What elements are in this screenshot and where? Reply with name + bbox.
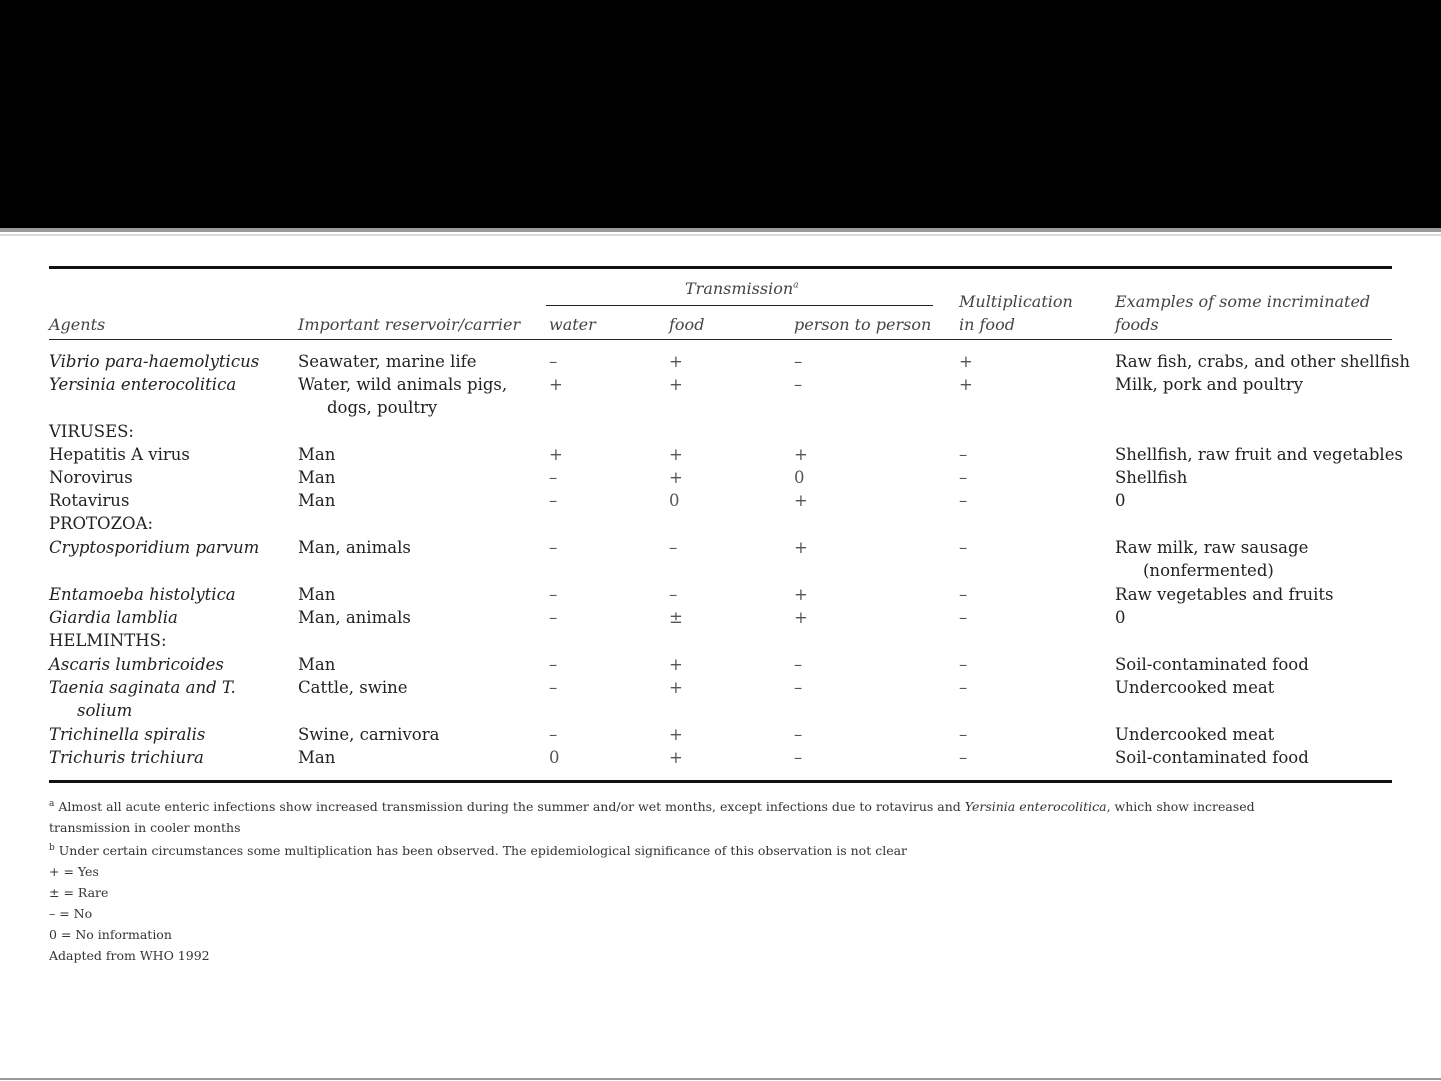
band-divider-light xyxy=(0,234,1441,236)
water-cell: – xyxy=(549,468,558,487)
water-cell: – xyxy=(549,352,558,371)
band-divider xyxy=(0,228,1441,232)
examples-cell-cont: (nonfermented) xyxy=(1143,561,1274,580)
legend-no-info: 0 = No information xyxy=(49,927,172,943)
food-cell: – xyxy=(669,538,678,557)
header-examples-2: foods xyxy=(1115,315,1159,334)
multiplication-cell: – xyxy=(959,491,968,510)
table-notes xyxy=(49,794,1394,966)
food-cell: + xyxy=(669,375,683,394)
water-cell: – xyxy=(549,585,558,604)
legend-rare: ± = Rare xyxy=(49,885,109,901)
examples-cell: Soil-contaminated food xyxy=(1115,748,1309,767)
reservoir-cell: Cattle, swine xyxy=(298,678,408,697)
table-bottom-rule xyxy=(49,780,1392,783)
examples-cell: Undercooked meat xyxy=(1115,678,1275,697)
person-cell: – xyxy=(794,678,803,697)
title-band xyxy=(0,0,1441,228)
reservoir-cell: Man, animals xyxy=(298,538,411,557)
person-cell: – xyxy=(794,375,803,394)
food-cell: + xyxy=(669,352,683,371)
reservoir-cell: Man xyxy=(298,445,336,464)
table-body xyxy=(49,340,1410,780)
header-food: food xyxy=(669,315,705,334)
section-heading-protozoa: PROTOZOA: xyxy=(49,514,154,533)
examples-cell: Undercooked meat xyxy=(1115,725,1275,744)
agent-cell: Norovirus xyxy=(49,468,133,487)
food-cell: 0 xyxy=(669,491,680,510)
person-cell: + xyxy=(794,538,808,557)
reservoir-cell: Man xyxy=(298,468,336,487)
examples-cell: Raw fish, crabs, and other shellfish xyxy=(1115,352,1410,371)
header-multiplication-2: in food xyxy=(959,315,1015,334)
examples-cell: Raw vegetables and fruits xyxy=(1115,585,1334,604)
source-note: Adapted from WHO 1992 xyxy=(49,948,210,964)
agent-cell: Cryptosporidium parvum xyxy=(49,538,260,557)
footnote-a: $^a$ Almost all acute enteric infections show increased transmission during the summer and/or wet months, except infections due to rotavirus and Yersinia enterocolitica, which show increased xyxy=(49,799,1255,815)
header-reservoir: Important reservoir/carrier xyxy=(298,315,521,334)
agent-cell: Rotavirus xyxy=(49,491,130,510)
multiplication-cell: – xyxy=(959,655,968,674)
agent-cell: Yersinia enterocolitica xyxy=(49,375,237,394)
table-header xyxy=(49,269,1392,339)
agent-cell: Ascaris lumbricoides xyxy=(49,655,224,674)
person-cell: – xyxy=(794,725,803,744)
header-transmission: Transmission$^a$ xyxy=(685,279,799,298)
agent-cell: Entamoeba histolytica xyxy=(49,585,236,604)
person-cell: 0 xyxy=(794,468,805,487)
person-cell: + xyxy=(794,491,808,510)
water-cell: + xyxy=(549,375,563,394)
food-cell: + xyxy=(669,468,683,487)
legend-yes: + = Yes xyxy=(49,864,99,880)
reservoir-cell: Swine, carnivora xyxy=(298,725,440,744)
multiplication-cell: + xyxy=(959,352,973,371)
reservoir-cell: Man xyxy=(298,748,336,767)
data-table xyxy=(49,266,1410,783)
water-cell: – xyxy=(549,538,558,557)
reservoir-cell: Man, animals xyxy=(298,608,411,627)
agent-cell: Taenia saginata and T. xyxy=(49,678,236,697)
multiplication-cell: – xyxy=(959,748,968,767)
agent-cell: Giardia lamblia xyxy=(49,608,178,627)
reservoir-cell: Man xyxy=(298,585,336,604)
footnote-b: $^b$ Under certain circumstances some multiplication has been observed. The epidemiological significance of this observation is not clear xyxy=(49,843,908,859)
footnote-a-cont: transmission in cooler months xyxy=(49,820,241,836)
reservoir-cell-cont: dogs, poultry xyxy=(327,398,438,417)
water-cell: – xyxy=(549,655,558,674)
food-cell: + xyxy=(669,748,683,767)
water-cell: – xyxy=(549,678,558,697)
person-cell: – xyxy=(794,352,803,371)
legend-no: – = No xyxy=(49,906,93,922)
multiplication-cell: – xyxy=(959,445,968,464)
agent-cell: Trichuris trichiura xyxy=(49,748,204,767)
water-cell: – xyxy=(549,491,558,510)
agent-cell: Trichinella spiralis xyxy=(49,725,206,744)
multiplication-cell: – xyxy=(959,585,968,604)
section-heading-viruses: VIRUSES: xyxy=(49,422,134,441)
food-cell: + xyxy=(669,725,683,744)
header-examples: Examples of some incriminated xyxy=(1115,292,1371,311)
person-cell: + xyxy=(794,608,808,627)
person-cell: – xyxy=(794,748,803,767)
agent-cell: Vibrio para-haemolyticus xyxy=(49,352,260,371)
water-cell: + xyxy=(549,445,563,464)
examples-cell: Soil-contaminated food xyxy=(1115,655,1309,674)
section-heading-helminths: HELMINTHS: xyxy=(49,631,167,650)
multiplication-cell: + xyxy=(959,375,973,394)
examples-cell: 0 xyxy=(1115,608,1126,627)
person-cell: + xyxy=(794,445,808,464)
examples-cell: Raw milk, raw sausage xyxy=(1115,538,1309,557)
agent-cell: Hepatitis A virus xyxy=(49,445,190,464)
header-multiplication: Multiplication xyxy=(959,292,1073,311)
water-cell: – xyxy=(549,725,558,744)
multiplication-cell: – xyxy=(959,608,968,627)
water-cell: – xyxy=(549,608,558,627)
multiplication-cell: – xyxy=(959,538,968,557)
person-cell: – xyxy=(794,655,803,674)
reservoir-cell: Man xyxy=(298,491,336,510)
multiplication-cell: – xyxy=(959,678,968,697)
reservoir-cell: Water, wild animals pigs, xyxy=(298,375,508,394)
reservoir-cell: Man xyxy=(298,655,336,674)
header-agents: Agents xyxy=(49,315,106,334)
water-cell: 0 xyxy=(549,748,560,767)
food-cell: – xyxy=(669,585,678,604)
examples-cell: 0 xyxy=(1115,491,1126,510)
reservoir-cell: Seawater, marine life xyxy=(298,352,477,371)
examples-cell: Milk, pork and poultry xyxy=(1115,375,1304,394)
food-cell: + xyxy=(669,445,683,464)
food-cell: + xyxy=(669,678,683,697)
examples-cell: Shellfish, raw fruit and vegetables xyxy=(1115,445,1403,464)
transmission-underline xyxy=(546,305,933,306)
person-cell: + xyxy=(794,585,808,604)
food-cell: + xyxy=(669,655,683,674)
header-person: person to person xyxy=(794,315,932,334)
food-cell: ± xyxy=(669,608,683,627)
bottom-divider xyxy=(0,1078,1441,1080)
header-water: water xyxy=(549,315,596,334)
multiplication-cell: – xyxy=(959,725,968,744)
agent-cell-cont: solium xyxy=(77,701,133,720)
examples-cell: Shellfish xyxy=(1115,468,1188,487)
multiplication-cell: – xyxy=(959,468,968,487)
